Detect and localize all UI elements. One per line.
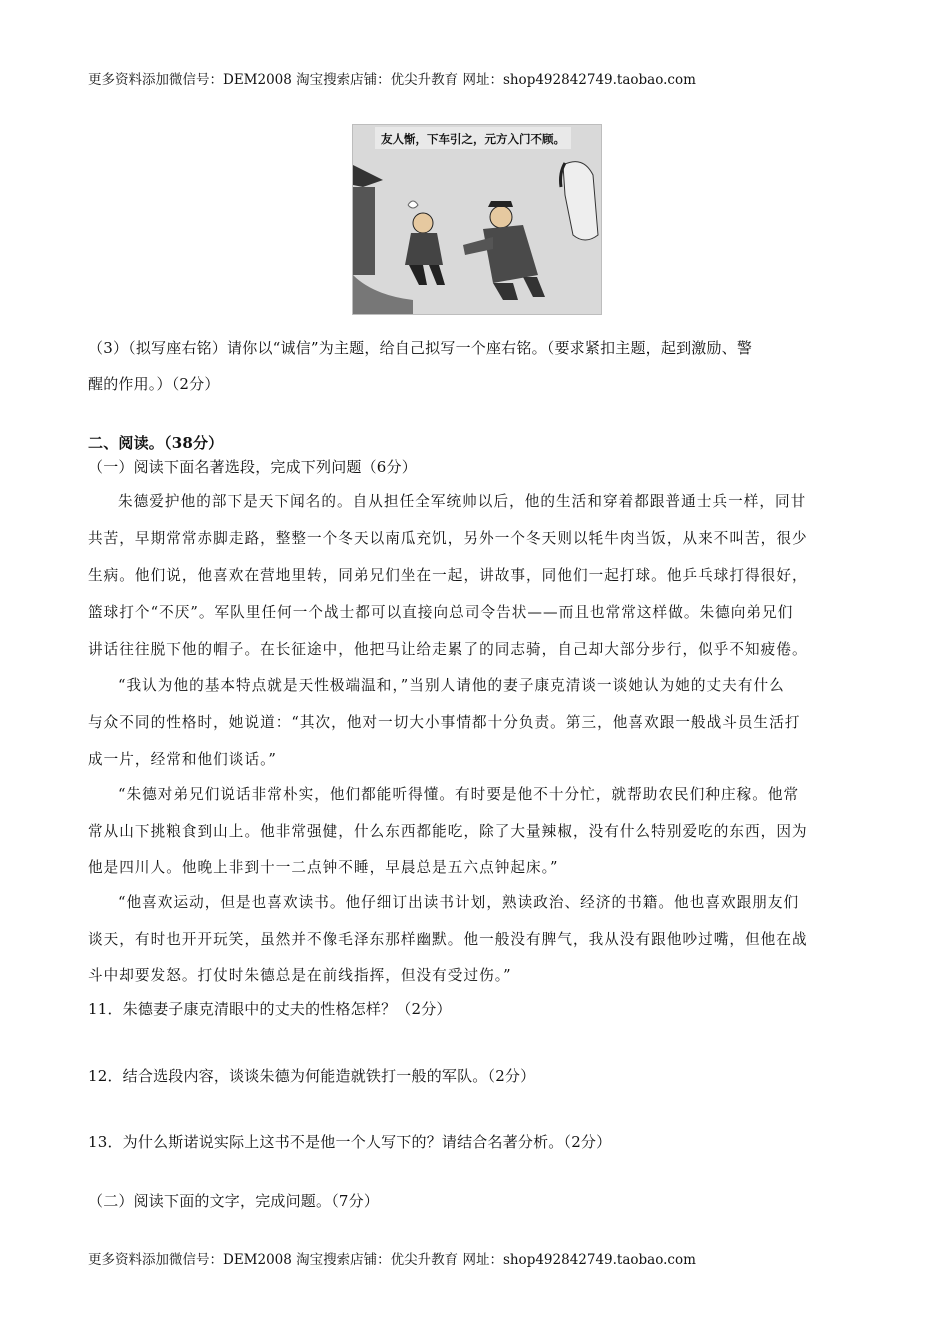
passage-line: “我认为他的基本特点就是天性极端温和，”当别人请他的妻子康克清谈一谈她认为她的丈夫有什么 (118, 677, 785, 694)
passage-line: 共苦，早期常常赤脚走路，整整一个冬天以南瓜充饥，另外一个冬天则以牦牛肉当饭，从来不叫苦，很少 (88, 530, 808, 547)
passage-line: 讲话往往脱下他的帽子。在长征途中，他把马让给走累了的同志骑，自己却大部分步行，似乎不知疲倦。 (88, 641, 808, 658)
passage-line: “朱德对弟兄们说话非常朴实，他们都能听得懂。有时要是他不十分忙，就帮助农民们种庄稼。他常 (118, 786, 800, 803)
page-header: 更多资料添加微信号：DEM2008 淘宝搜索店铺：优尖升教育 网址：shop492842749.taobao.com (88, 72, 696, 88)
story-illustration (352, 124, 602, 315)
passage-line: 篮球打个“不厌”。军队里任何一个战士都可以直接向总司令告状——而且也常常这样做。朱德向弟兄们 (88, 604, 794, 621)
part2-title: （二）阅读下面的文字，完成问题。（7分） (88, 1192, 380, 1210)
question-11: 11．朱德妻子康克清眼中的丈夫的性格怎样？（2分） (88, 1000, 452, 1018)
question-12: 12．结合选段内容，谈谈朱德为何能造就铁打一般的军队。（2分） (88, 1067, 536, 1085)
passage-line: “他喜欢运动，但是也喜欢读书。他仔细订出读书计划，熟读政治、经济的书籍。他也喜欢跟朋友们 (118, 894, 800, 911)
passage-line: 他是四川人。他晚上非到十一二点钟不睡，早晨总是五六点钟起床。” (88, 859, 559, 876)
passage-line: 成一片，经常和他们谈话。” (88, 751, 277, 768)
passage-line: 与众不同的性格时，她说道：“其次，他对一切大小事情都十分负责。第三，他喜欢跟一般战斗员生活打 (88, 714, 801, 731)
part1-title: （一）阅读下面名著选段，完成下列问题（6分） (88, 458, 417, 476)
q3-line-2: 醒的作用。）（2分） (88, 375, 220, 393)
q3-line-1: （3）（拟写座右铭）请你以“诚信”为主题，给自己拟写一个座右铭。（要求紧扣主题，起到激励、警 (88, 339, 753, 357)
section-title: 二、阅读。（38分） (88, 434, 224, 452)
passage-line: 生病。他们说，他喜欢在营地里转，同弟兄们坐在一起，讲故事，同他们一起打球。他乒乓球打得很好， (88, 567, 808, 584)
passage-line: 常从山下挑粮食到山上。他非常强健，什么东西都能吃，除了大量辣椒，没有什么特别爱吃的东西，因为 (88, 823, 808, 840)
page-footer: 更多资料添加微信号：DEM2008 淘宝搜索店铺：优尖升教育 网址：shop492842749.taobao.com (88, 1252, 696, 1268)
passage-line: 朱德爱护他的部下是天下闻名的。自从担任全军统帅以后，他的生活和穿着都跟普通士兵一样，同甘 (118, 493, 807, 510)
illustration-drawing (353, 125, 601, 314)
illustration-caption: 友人惭，下车引之，元方入门不顾。 (381, 132, 565, 146)
passage-line: 斗中却要发怒。打仗时朱德总是在前线指挥，但没有受过伤。” (88, 967, 512, 984)
question-13: 13．为什么斯诺说实际上这书不是他一个人写下的？请结合名著分析。（2分） (88, 1133, 612, 1151)
passage-line: 谈天，有时也开开玩笑，虽然并不像毛泽东那样幽默。他一般没有脾气，我从没有跟他吵过嘴，但他在战 (88, 931, 808, 948)
